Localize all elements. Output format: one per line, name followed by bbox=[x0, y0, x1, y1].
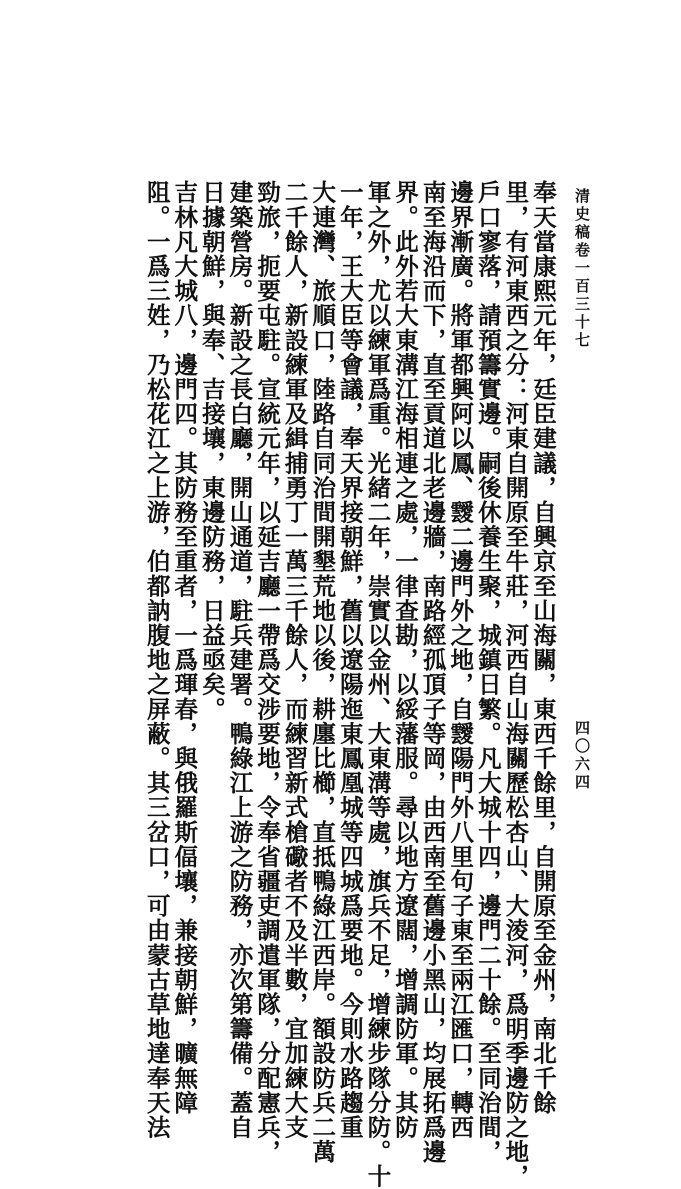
text-column: 阻。一爲三姓，乃松花江之上游，伯都訥腹地之屏蔽。其三岔口，可由蒙古草地達奉天法 bbox=[142, 180, 171, 1140]
text-column: 勁旅，扼要屯駐。宣統元年，以延吉廳一帶爲交涉要地，令奉省疆吏調遣軍隊，分配憲兵， bbox=[253, 180, 282, 1164]
text-column: 邊界漸廣。將軍都興阿以鳳、靉二邊門外之地，自靉陽門外八里句子東至兩江匯口，轉西 bbox=[446, 180, 475, 1140]
book-title: 清史稿卷一百三十七 bbox=[573, 188, 591, 350]
text-column: 大連灣、旅順口，陸路自同治間開墾荒地以後，耕廛比櫛，直抵鴨綠江西岸。額設防兵二萬 bbox=[308, 180, 337, 1164]
text-column: 奉天當康熙元年，廷臣建議，自興京至山海關，東西千餘里，自開原至金州，南北千餘 bbox=[529, 180, 557, 1115]
text-column: 日據朝鮮，與奉、吉接壤，東邊防務，日益亟矣。 bbox=[197, 180, 226, 722]
text-column: 南至海沿而下，直至貢道北老邊牆，南路經孤頂子等岡，由西南至舊邊小黑山，均展拓爲邊 bbox=[418, 180, 447, 1164]
text-column: 一年，王大臣等會議，奉天界接朝鮮，舊以遼陽迤東鳳凰城等四城爲要地。今則水路趨重 bbox=[335, 180, 364, 1140]
main-text bbox=[86, 180, 557, 1189]
page-number: 四〇六四 bbox=[573, 720, 591, 792]
text-column: 吉林凡大城八，邊門四。其防務至重者，一爲琿春，與俄羅斯偪壤，兼接朝鮮，曠無障 bbox=[170, 180, 199, 1115]
text-column: 軍之外，尤以練軍爲重。光緒二年，崇實以金州、大東溝等處，旗兵不足，增練步隊分防。十 bbox=[363, 180, 392, 1189]
text-column: 界。此外若大東溝江海相連之處，一律查勘，以綏藩服。尋以地方遼闊，增調防軍。其防 bbox=[391, 180, 420, 1140]
text-column: 戶口寥落，請預籌實邊。嗣後休養生聚，城鎮日繁。凡大城十四，邊門二十餘。至同治間， bbox=[473, 180, 502, 1164]
text-column: 里，有河東西之分：河東自開原至牛莊，河西自山海關歷松杏山、大淩河，爲明季邊防之地， bbox=[501, 180, 530, 1189]
text-column: 二千餘人，新設練軍及緝捕勇丁一萬三千餘人，而練習新式槍礮者不及半數，宜加練大支 bbox=[280, 180, 309, 1140]
text-column: 建築營房。新設之長白廳，開山通道，駐兵建署。鴨綠江上游之防務，亦次第籌備。蓋自 bbox=[225, 180, 254, 1140]
